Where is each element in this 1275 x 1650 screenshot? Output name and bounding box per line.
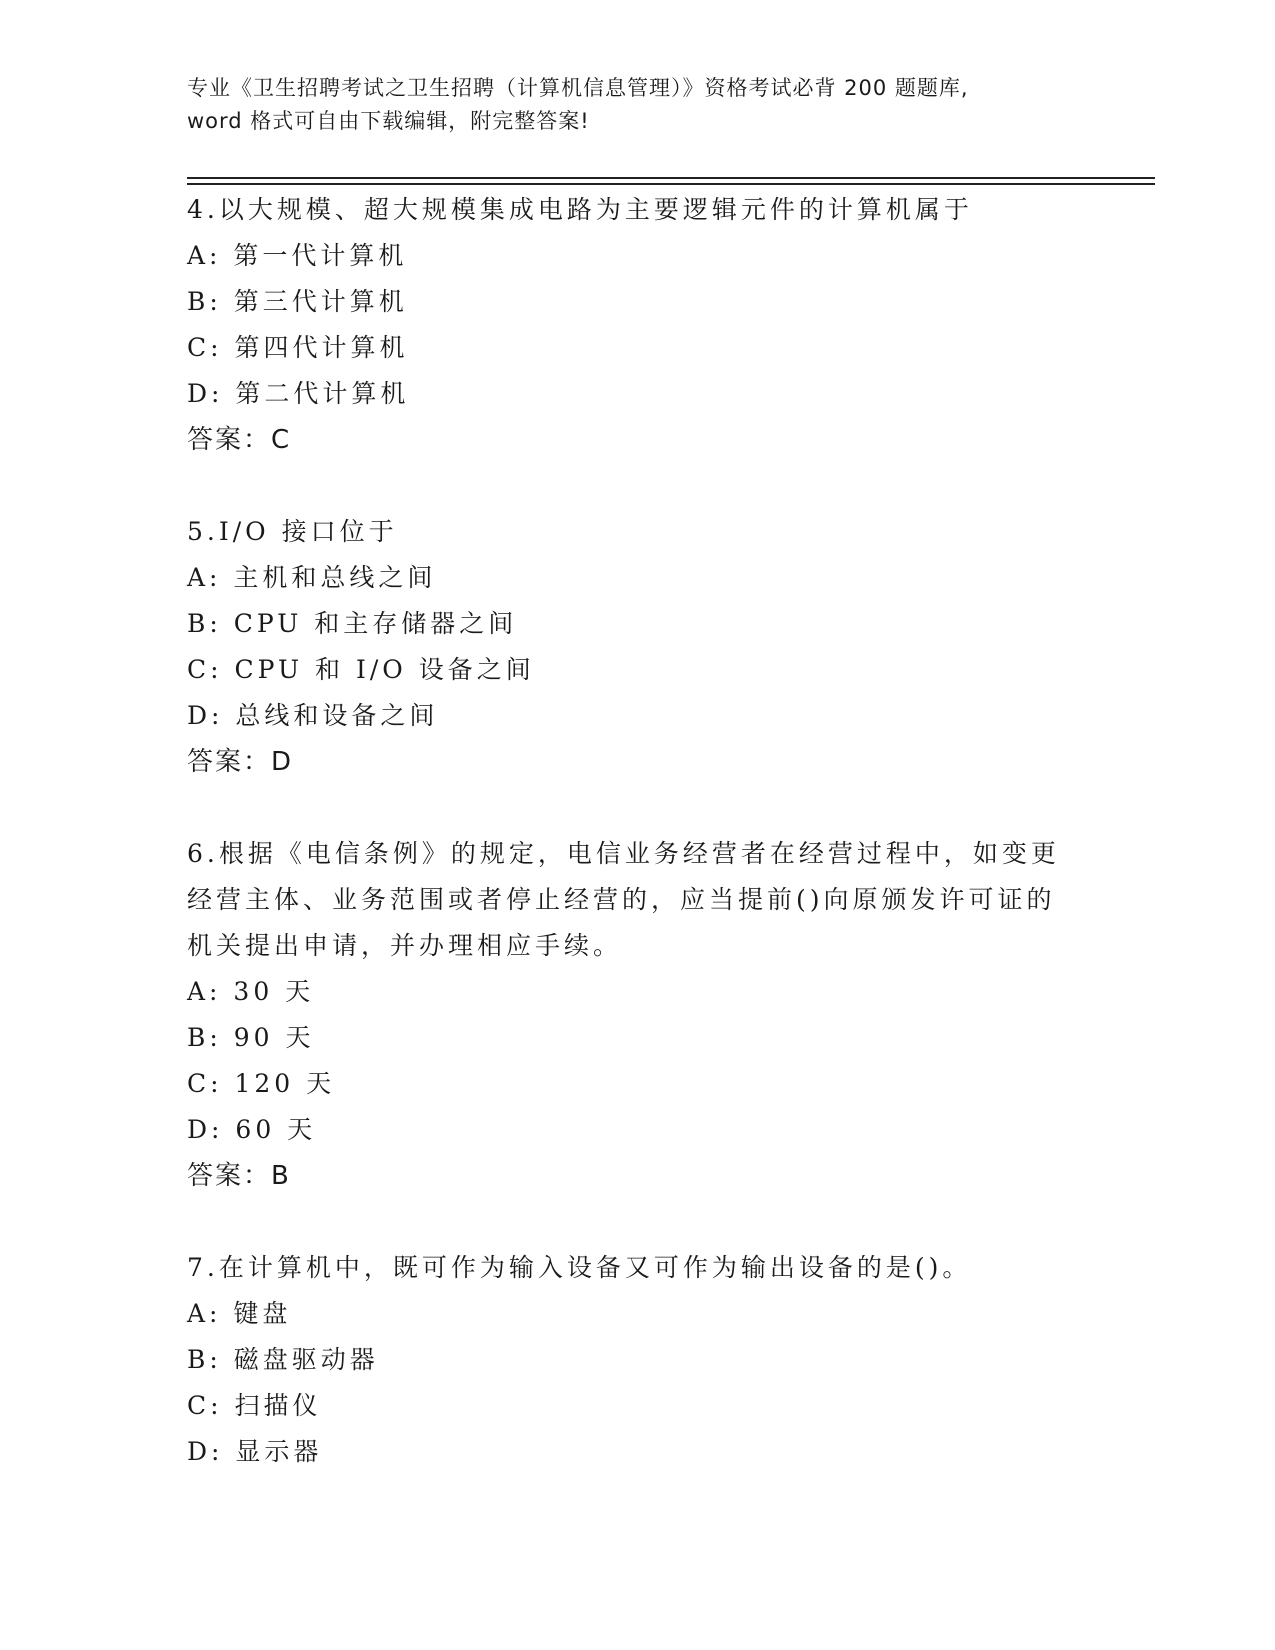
question-option: A: 主机和总线之间 xyxy=(187,563,437,592)
question-stem: 5.I/O 接口位于 xyxy=(187,517,398,546)
question-option: D: 总线和设备之间 xyxy=(187,701,439,730)
answer-label: 答案：B xyxy=(187,1161,291,1191)
question-option: C: 第四代计算机 xyxy=(187,333,409,362)
question-option: D: 显示器 xyxy=(187,1437,323,1466)
question-option: D: 60 天 xyxy=(187,1115,317,1144)
question-option: D: 第二代计算机 xyxy=(187,379,410,408)
question-option: B: CPU 和主存储器之间 xyxy=(187,609,518,638)
document-header xyxy=(187,72,1087,138)
question-item xyxy=(187,509,1087,785)
question-option: A: 第一代计算机 xyxy=(187,241,408,270)
question-stem: 7.在计算机中，既可作为输入设备又可作为输出设备的是()。 xyxy=(187,1253,972,1282)
question-option: B: 第三代计算机 xyxy=(187,287,408,316)
question-option: C: CPU 和 I/O 设备之间 xyxy=(187,655,535,684)
header-title-line-1: 专业《卫生招聘考试之卫生招聘（计算机信息管理）》资格考试必背 200 题题库, xyxy=(187,76,969,100)
question-stem: 6.根据《电信条例》的规定，电信业务经营者在经营过程中，如变更 xyxy=(187,839,1060,868)
header-divider-top xyxy=(187,177,1155,179)
question-stem: 经营主体、业务范围或者停止经营的，应当提前()向原颁发许可证的 xyxy=(187,885,1056,914)
question-option: A: 键盘 xyxy=(187,1299,292,1328)
question-option: B: 磁盘驱动器 xyxy=(187,1345,379,1374)
question-stem: 机关提出申请，并办理相应手续。 xyxy=(187,931,623,960)
question-option: C: 扫描仪 xyxy=(187,1391,322,1420)
question-option: B: 90 天 xyxy=(187,1023,315,1052)
header-divider-bottom xyxy=(187,183,1155,185)
question-option: C: 120 天 xyxy=(187,1069,336,1098)
header-title-line-2: word 格式可自由下载编辑，附完整答案! xyxy=(187,109,590,133)
question-stem: 4.以大规模、超大规模集成电路为主要逻辑元件的计算机属于 xyxy=(187,195,973,224)
question-option: A: 30 天 xyxy=(187,977,315,1006)
question-item xyxy=(187,831,1087,1199)
answer-label: 答案：C xyxy=(187,425,292,455)
answer-label: 答案：D xyxy=(187,747,294,777)
question-list xyxy=(187,187,1087,1521)
question-item xyxy=(187,187,1087,463)
question-item xyxy=(187,1245,1087,1475)
